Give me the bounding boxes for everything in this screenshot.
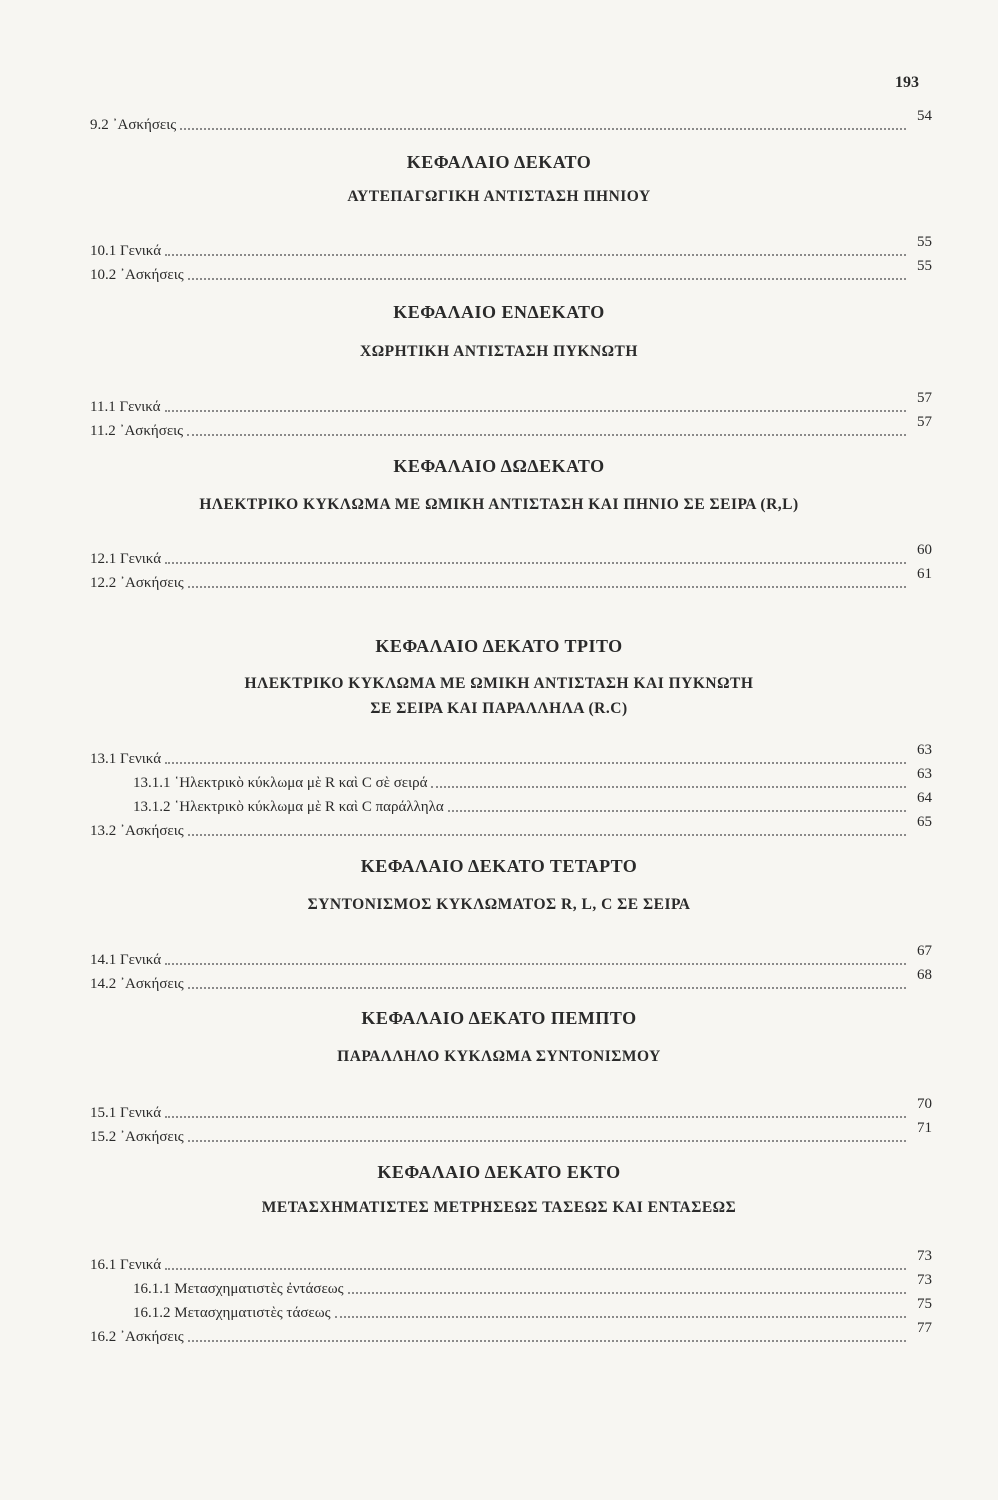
- dot-leader: [335, 1298, 906, 1318]
- toc-entry-page: 61: [917, 566, 932, 582]
- toc-entry-page: 57: [917, 414, 932, 430]
- toc-entry[interactable]: [90, 108, 932, 134]
- dot-leader: [165, 236, 906, 256]
- dot-leader: [188, 816, 906, 836]
- dot-leader: [165, 945, 906, 965]
- toc-entry[interactable]: [90, 414, 932, 440]
- toc-entry-label: 12.2 ᾿Ασκήσεις: [90, 575, 184, 591]
- dot-leader: [165, 544, 906, 564]
- toc-entry-page: 73: [917, 1248, 932, 1264]
- toc-entry-label: 16.1.1 Μετασχηματιστὲς ἐντάσεως: [133, 1281, 344, 1297]
- toc-entry-label: 16.1 Γενικά: [90, 1257, 162, 1273]
- chapter-title-line2: ΣΕ ΣΕΙΡΑ ΚΑΙ ΠΑΡΑΛΛΗΛΑ (R.C): [370, 700, 628, 717]
- dot-leader: [188, 568, 906, 588]
- toc-entry[interactable]: [90, 742, 932, 768]
- toc-entry-page: 70: [917, 1096, 932, 1112]
- toc-subentry[interactable]: [133, 766, 932, 792]
- toc-entry[interactable]: [90, 1320, 932, 1346]
- toc-entry-page: 60: [917, 542, 932, 558]
- page-number: 193: [895, 74, 919, 91]
- toc-entry-page: 57: [917, 390, 932, 406]
- toc-entry-page: 55: [917, 234, 932, 250]
- toc-entry-page: 68: [917, 967, 932, 983]
- toc-entry[interactable]: [90, 1096, 932, 1122]
- toc-entry-page: 54: [917, 108, 932, 124]
- toc-entry[interactable]: [90, 566, 932, 592]
- chapter-heading: ΚΕΦΑΛΑΙΟ ΔΕΚΑΤΟ ΠΕΜΠΤΟ: [361, 1008, 637, 1028]
- dot-leader: [188, 969, 906, 989]
- dot-leader: [187, 416, 906, 436]
- chapter-title: ΑΥΤΕΠΑΓΩΓΙΚΗ ΑΝΤΙΣΤΑΣΗ ΠΗΝΙΟΥ: [347, 188, 651, 205]
- toc-entry-label: 9.2 ᾿Ασκήσεις: [90, 117, 177, 133]
- toc-entry[interactable]: [90, 943, 932, 969]
- toc-entry[interactable]: [90, 258, 932, 284]
- toc-entry-label: 12.1 Γενικά: [90, 551, 162, 567]
- toc-entry-label: 14.2 ᾿Ασκήσεις: [90, 976, 184, 992]
- toc-entry-label: 13.2 ᾿Ασκήσεις: [90, 823, 184, 839]
- toc-entry-label: 15.2 ᾿Ασκήσεις: [90, 1129, 184, 1145]
- toc-entry-label: 16.2 ᾿Ασκήσεις: [90, 1329, 184, 1345]
- toc-subentry[interactable]: [133, 790, 932, 816]
- dot-leader: [188, 260, 906, 280]
- chapter-title: ΜΕΤΑΣΧΗΜΑΤΙΣΤΕΣ ΜΕΤΡΗΣΕΩΣ ΤΑΣΕΩΣ ΚΑΙ ΕΝΤΑΣΕΩΣ: [261, 1199, 737, 1216]
- toc-entry[interactable]: [90, 1120, 932, 1146]
- toc-entry-label: 13.1 Γενικά: [90, 751, 162, 767]
- chapter-heading: ΚΕΦΑΛΑΙΟ ΔΕΚΑΤΟ ΤΕΤΑΡΤΟ: [360, 856, 638, 876]
- toc-entry-page: 67: [917, 943, 932, 959]
- chapter-title: ΧΩΡΗΤΙΚΗ ΑΝΤΙΣΤΑΣΗ ΠΥΚΝΩΤΗ: [360, 343, 638, 360]
- dot-leader: [165, 1250, 906, 1270]
- toc-entry[interactable]: [90, 234, 932, 260]
- toc-entry-label: 13.1.2 ῾Ηλεκτρικὸ κύκλωμα μὲ R καὶ C παράλληλα: [133, 799, 444, 815]
- toc-entry-page: 55: [917, 258, 932, 274]
- dot-leader: [431, 768, 906, 788]
- chapter-heading: ΚΕΦΑΛΑΙΟ ΔΕΚΑΤΟ ΤΡΙΤΟ: [375, 636, 623, 656]
- toc-entry-label: 11.2 ᾿Ασκήσεις: [90, 423, 184, 439]
- dot-leader: [165, 392, 906, 412]
- chapter-title: ΣΥΝΤΟΝΙΣΜΟΣ ΚΥΚΛΩΜΑΤΟΣ R, L, C ΣΕ ΣΕΙΡΑ: [307, 896, 691, 913]
- toc-entry-page: 63: [917, 766, 932, 782]
- dot-leader: [180, 110, 906, 130]
- chapter-heading: ΚΕΦΑΛΑΙΟ ΔΕΚΑΤΟ: [406, 152, 592, 172]
- dot-leader: [348, 1274, 906, 1294]
- toc-entry-page: 71: [917, 1120, 932, 1136]
- chapter-title: ΗΛΕΚΤΡΙΚΟ ΚΥΚΛΩΜΑ ΜΕ ΩΜΙΚΗ ΑΝΤΙΣΤΑΣΗ ΚΑΙ ΠΗΝΙΟ ΣΕ ΣΕΙΡΑ (R,L): [199, 496, 799, 513]
- toc-entry-page: 75: [917, 1296, 932, 1312]
- dot-leader: [165, 1098, 906, 1118]
- toc-subentry[interactable]: [133, 1296, 932, 1322]
- chapter-title: ΠΑΡΑΛΛΗΛΟ ΚΥΚΛΩΜΑ ΣΥΝΤΟΝΙΣΜΟΥ: [337, 1048, 661, 1065]
- toc-entry-label: 10.1 Γενικά: [90, 243, 162, 259]
- toc-entry-page: 77: [917, 1320, 932, 1336]
- toc-entry-label: 10.2 ᾿Ασκήσεις: [90, 267, 184, 283]
- toc-entry-label: 11.1 Γενικά: [90, 399, 161, 415]
- toc-entry-page: 63: [917, 742, 932, 758]
- toc-entry-page: 73: [917, 1272, 932, 1288]
- toc-subentry[interactable]: [133, 1272, 932, 1298]
- toc-entry-page: 64: [917, 790, 932, 806]
- toc-entry[interactable]: [90, 1248, 932, 1274]
- toc-entry-label: 14.1 Γενικά: [90, 952, 162, 968]
- chapter-heading: ΚΕΦΑΛΑΙΟ ΔΕΚΑΤΟ ΕΚΤΟ: [377, 1162, 621, 1182]
- toc-entry-page: 65: [917, 814, 932, 830]
- chapter-heading: ΚΕΦΑΛΑΙΟ ΔΩΔΕΚΑΤΟ: [393, 456, 605, 476]
- toc-entry-label: 16.1.2 Μετασχηματιστὲς τάσεως: [133, 1305, 331, 1321]
- toc-entry-label: 15.1 Γενικά: [90, 1105, 162, 1121]
- chapter-title: ΗΛΕΚΤΡΙΚΟ ΚΥΚΛΩΜΑ ΜΕ ΩΜΙΚΗ ΑΝΤΙΣΤΑΣΗ ΚΑΙ ΠΥΚΝΩΤΗ: [244, 675, 754, 692]
- toc-entry[interactable]: [90, 542, 932, 568]
- chapter-heading: ΚΕΦΑΛΑΙΟ ΕΝΔΕΚΑΤΟ: [393, 302, 605, 322]
- toc-entry-label: 13.1.1 ῾Ηλεκτρικὸ κύκλωμα μὲ R καὶ C σὲ σειρά: [133, 775, 428, 791]
- dot-leader: [165, 744, 906, 764]
- toc-entry[interactable]: [90, 967, 932, 993]
- toc-entry[interactable]: [90, 390, 932, 416]
- dot-leader: [188, 1122, 906, 1142]
- dot-leader: [448, 792, 906, 812]
- toc-entry[interactable]: [90, 814, 932, 840]
- dot-leader: [188, 1322, 906, 1342]
